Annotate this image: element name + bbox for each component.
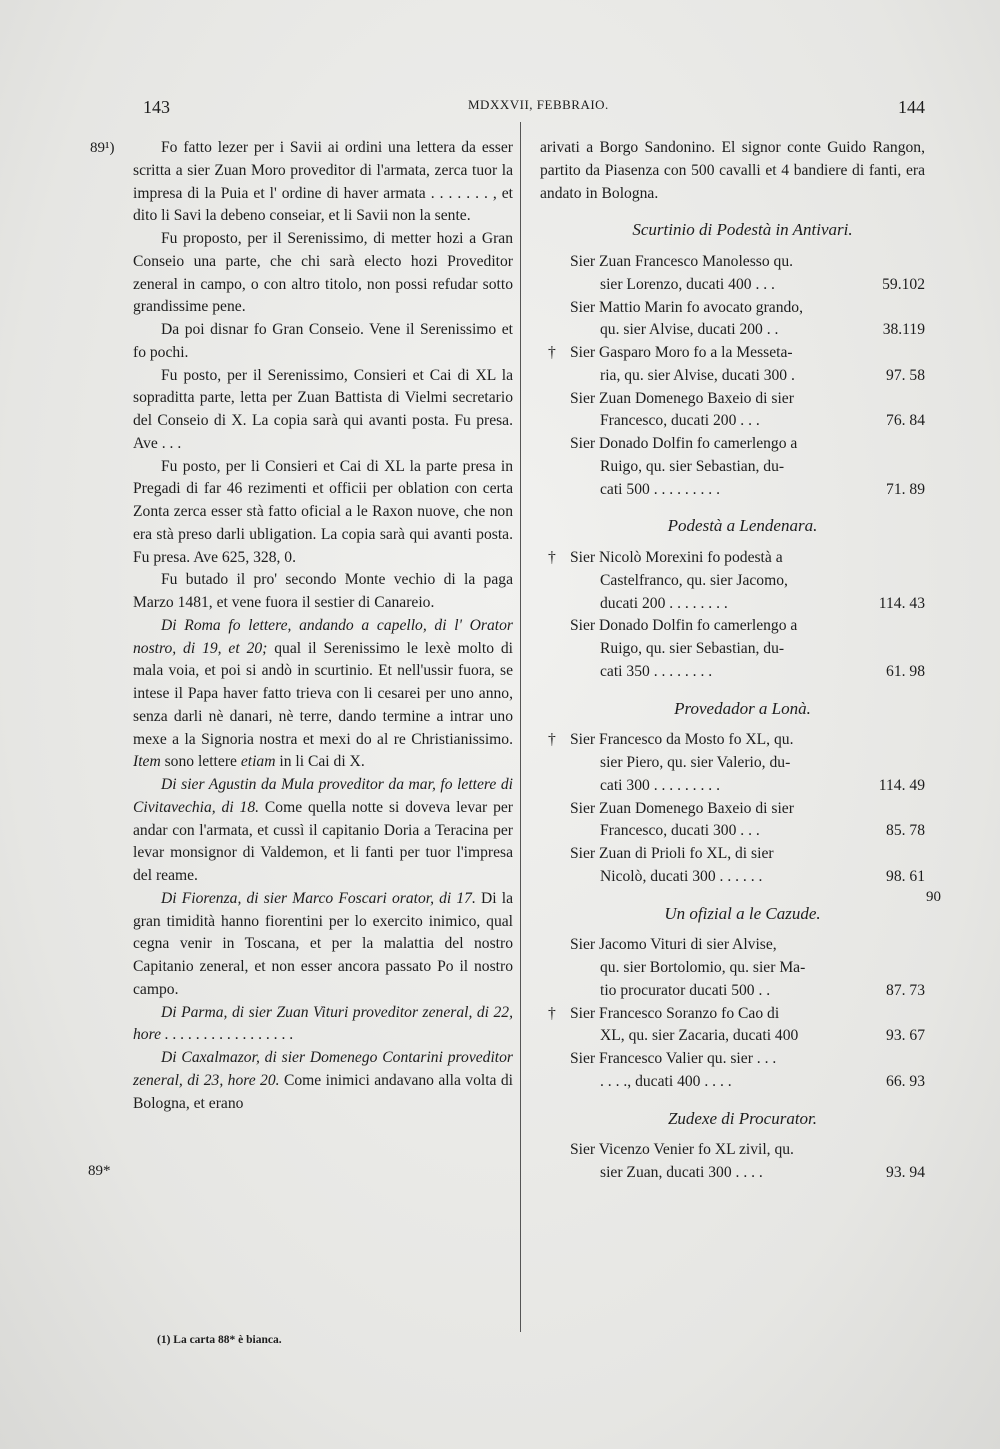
letter-heading: Di Roma fo lettere, andando a capello, di l' Orator nostro, di 19, et 20; xyxy=(133,616,513,657)
candidate-line: cati 300 . . . . . . . . . xyxy=(600,776,720,794)
elected-dagger-icon: † xyxy=(548,549,556,566)
letter-heading: Di sier Agustin da Mula proveditor da mar, fo lettere di Civitavechia, di 18. xyxy=(133,776,513,816)
candidate-entry xyxy=(570,843,925,889)
section-title: Scurtinio di Podestà in Antivari. xyxy=(632,220,853,240)
vote-count: 71. 89 xyxy=(886,480,925,498)
vote-count: 38.119 xyxy=(882,321,925,339)
paragraph: Da poi disnar fo Gran Conseio. Vene il Serenissimo et fo pochi. xyxy=(133,321,513,361)
page-number-left: 143 xyxy=(143,97,170,117)
candidate-entry xyxy=(548,1003,925,1049)
candidate-line: Sier Donado Dolfin fo camerlengo a xyxy=(570,617,798,635)
letter-heading: Di Parma, di sier Zuan Vituri proveditor zeneral, di 22, hore . . . . . . . . . . . . . . . . . xyxy=(133,1003,513,1044)
letter-item: Item xyxy=(133,753,161,771)
candidate-entry xyxy=(548,729,925,797)
column-rule xyxy=(520,122,521,1332)
candidate-entry xyxy=(570,297,925,343)
paragraph: Fu posto, per il Serenissimo, Consieri et Cai di XL la sopraditta parte, letta per Zuan Battista di Vielmi secretario del Conseio di X. La copia sarà qui avanti posta. Fu presa. Ave . . . xyxy=(133,366,513,452)
vote-count: 93. 94 xyxy=(886,1164,925,1181)
letter-paragraph xyxy=(133,1002,513,1048)
right-column xyxy=(540,137,925,1185)
vote-count: 93. 67 xyxy=(886,1027,925,1045)
candidate-line: ducati 200 . . . . . . . . xyxy=(600,594,728,612)
candidate-entry xyxy=(548,342,925,388)
candidate-entry xyxy=(570,615,925,683)
candidate-line: Ruigo, qu. sier Sebastian, du- xyxy=(600,640,785,657)
elected-dagger-icon: † xyxy=(548,344,556,361)
elected-dagger-icon: † xyxy=(548,731,556,749)
vote-count: 98. 61 xyxy=(886,867,925,885)
letter-paragraph xyxy=(133,615,513,774)
section-title: Un ofizial a le Cazude. xyxy=(664,903,821,923)
letter-text: Come quella notte si doveva levar per andar con l'armata, et cussì il capitanio Doria a Teracina per levar monsignor di Valdemon, et li fanti per tuor l'impresa del reame. xyxy=(133,798,514,884)
vote-count: 97. 58 xyxy=(886,366,925,384)
section-title: Provedador a Lonà. xyxy=(674,698,811,718)
candidate-line: sier Lorenzo, ducati 400 . . . xyxy=(600,275,775,293)
candidate-line: Sier Gasparo Moro fo a la Messeta- xyxy=(570,344,793,361)
left-column xyxy=(133,137,513,1115)
vote-count: 87. 73 xyxy=(886,981,925,999)
candidate-entry xyxy=(548,547,925,615)
candidate-entry xyxy=(570,388,925,434)
candidate-line: Francesco, ducati 200 . . . xyxy=(600,412,760,430)
elected-dagger-icon: † xyxy=(548,1004,556,1022)
candidate-entry xyxy=(570,934,925,1002)
intro-paragraph: arivati a Borgo Sandonino. El signor conte Guido Rangon, partito da Piasenza con 500 cavalli et 4 bandiere di fanti, era andato in Bologna. xyxy=(540,139,925,202)
vote-count: 59.102 xyxy=(882,275,925,293)
candidate-line: Nicolò, ducati 300 . . . . . . xyxy=(600,867,763,885)
candidate-line: sier Zuan, ducati 300 . . . . xyxy=(600,1164,763,1181)
candidate-line: Sier Mattio Marin fo avocato grando, xyxy=(570,298,803,316)
candidate-line: Castelfranco, qu. sier Jacomo, xyxy=(600,571,788,589)
margin-note-right: 90 xyxy=(926,889,941,905)
section-title: Podestà a Lendenara. xyxy=(667,516,818,536)
letter-text: qual il Serenissimo le lexè molto di mala voia, et poi si andò in scurtinio. Et nell'ussir fuora, se intese il Papa haver fatto trieva con li cesarei per uno anno, senza darli nè danari, nè terre, dando termine a intrar uno mexe a la Signoria nostra et mexi do al re Christianissimo. xyxy=(133,639,513,748)
letter-heading: Di Caxalmazor, di sier Domenego Contarini proveditor zeneral, di 23, hore 20. xyxy=(133,1049,513,1089)
vote-count: 114. 43 xyxy=(878,594,925,612)
candidate-line: Sier Francesco Valier qu. sier . . . xyxy=(570,1050,777,1067)
candidate-line: Sier Zuan Domenego Baxeio di sier xyxy=(570,799,794,817)
vote-count: 114. 49 xyxy=(878,776,925,794)
candidate-line: ria, qu. sier Alvise, ducati 300 . xyxy=(600,366,795,384)
candidate-entry xyxy=(570,1139,925,1185)
candidate-line: tio procurator ducati 500 . . xyxy=(600,981,771,999)
paragraph: Fu proposto, per il Serenissimo, di metter hozi a Gran Conseio una parte, che chi sarà electo hozi Proveditor zeneral in campo, o con altro titolo, non possi refudar sotto grandissime pene. xyxy=(133,230,513,316)
letter-heading: Di Fiorenza, di sier Marco Foscari orator, di 17. xyxy=(161,889,476,907)
candidate-line: Sier Zuan Domenego Baxeio di sier xyxy=(570,389,794,407)
candidate-line: Sier Vicenzo Venier fo XL zivil, qu. xyxy=(570,1141,794,1159)
vote-count: 76. 84 xyxy=(886,412,925,430)
letter-etiam: etiam xyxy=(240,753,276,771)
candidate-line: Sier Francesco Soranzo fo Cao di xyxy=(570,1004,780,1022)
candidate-line: Sier Donado Dolfin fo camerlengo a xyxy=(570,435,798,452)
paragraph: Fu posto, per li Consieri et Cai di XL la parte presa in Pregadi di far 46 rezimenti et officii per oblation con certa Zonta zerca esser stà fatto oficial a le Raxon nuove, che non era stà preso darli ubligation. La copia sarà qui avanti posta. Fu presa. Ave 625, 328, 0. xyxy=(133,457,513,566)
letter-text: Di la gran timidità hanno fiorentini per lo exercito inimico, qual cegna venir in Toscana, et per la malattia del nostro Capitanio zeneral, et non esser ancora passato Po il nostro campo. xyxy=(133,889,513,998)
candidate-line: cati 350 . . . . . . . . xyxy=(600,662,713,680)
candidate-line: Sier Zuan Francesco Manolesso qu. xyxy=(570,253,794,270)
paragraph: Fo fatto lezer per i Savii ai ordini una lettera da esser scritta a sier Zuan Moro proveditor di l'armata, zerca tuor la impresa di la Puia et l' ordine di haver armata . . . . . . . , et dito li Savi la debeno conseiar, et li Savii non la sente. xyxy=(133,139,513,225)
vote-count: 61. 98 xyxy=(886,662,925,680)
candidate-entry xyxy=(570,251,925,297)
candidate-line: sier Piero, qu. sier Valerio, du- xyxy=(600,754,791,771)
margin-note-bottom: 89* xyxy=(88,1163,111,1179)
candidate-line: Sier Nicolò Morexini fo podestà a xyxy=(570,549,783,566)
candidate-line: Ruigo, qu. sier Sebastian, du- xyxy=(600,457,785,475)
candidate-line: Sier Zuan di Prioli fo XL, di sier xyxy=(570,845,774,862)
candidate-line: . . . ., ducati 400 . . . . xyxy=(600,1072,732,1090)
candidate-line: Francesco, ducati 300 . . . xyxy=(600,822,760,840)
page-number-right: 144 xyxy=(898,97,925,117)
margin-note-top: 89¹) xyxy=(90,140,115,156)
paragraph: Fu butado il pro' secondo Monte vechio di la paga Marzo 1481, et vene fuora il sestier di Canareio. xyxy=(133,571,513,611)
candidate-line: XL, qu. sier Zacaria, ducati 400 xyxy=(600,1027,799,1045)
candidate-line: Sier Francesco da Mosto fo XL, qu. xyxy=(570,731,794,749)
candidate-line: Sier Jacomo Vituri di sier Alvise, xyxy=(570,936,777,954)
candidate-line: qu. sier Bortolomio, qu. sier Ma- xyxy=(600,959,806,976)
letter-text: sono lettere xyxy=(160,753,241,771)
footnote: (1) La carta 88* è bianca. xyxy=(157,1334,282,1346)
candidate-entry xyxy=(570,1048,925,1094)
section-title: Zudexe di Procurator. xyxy=(667,1108,818,1128)
candidate-entry xyxy=(570,433,925,501)
letter-paragraph xyxy=(133,888,513,1002)
candidate-line: cati 500 . . . . . . . . . xyxy=(600,480,720,498)
letter-text: Come inimici andavano alla volta di Bologna, et erano xyxy=(133,1071,513,1112)
election-sections xyxy=(540,219,925,1185)
vote-count: 85. 78 xyxy=(886,822,925,840)
candidate-entry xyxy=(570,798,925,844)
letter-paragraph xyxy=(133,1047,513,1115)
running-title: MDXXVII, FEBBRAIO. xyxy=(468,97,609,112)
letter-paragraph xyxy=(133,774,513,888)
vote-count: 66. 93 xyxy=(886,1072,925,1090)
candidate-line: qu. sier Alvise, ducati 200 . . xyxy=(600,321,779,339)
letter-text: in li Cai di X. xyxy=(275,753,365,771)
